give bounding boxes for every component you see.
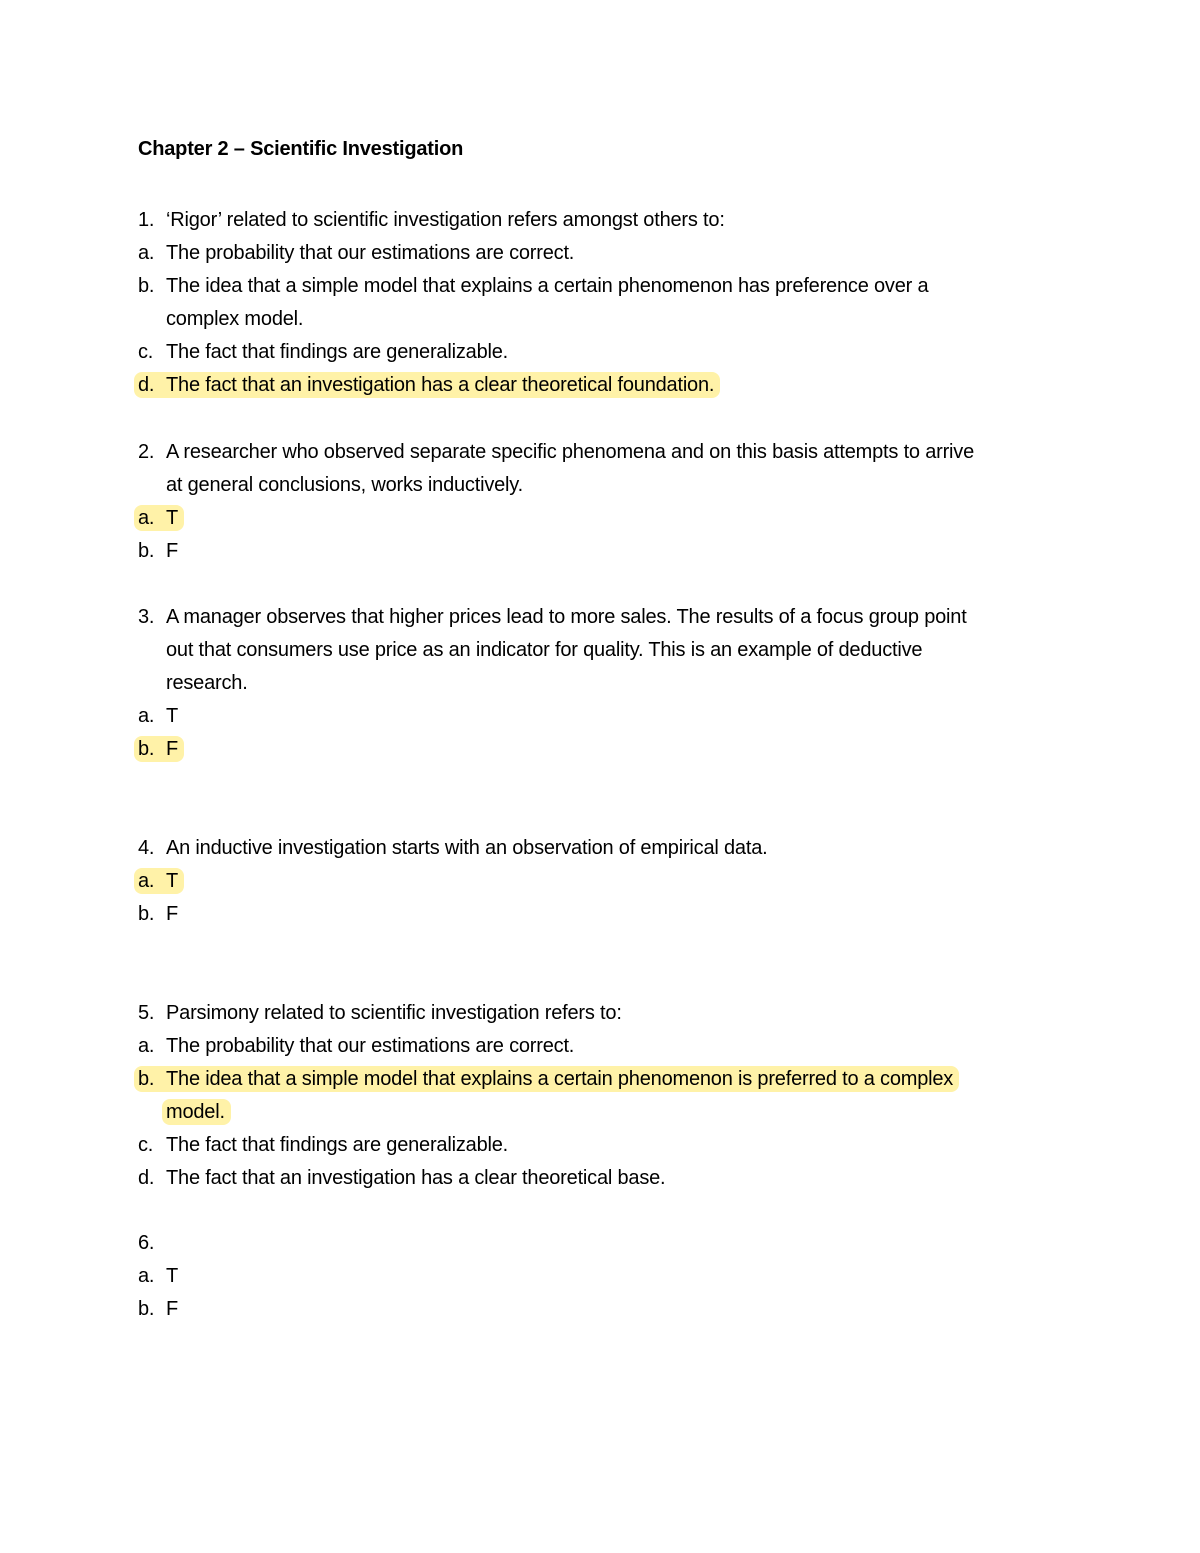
option-text: T [166, 507, 179, 529]
option-label: d. [138, 374, 155, 396]
option-label: b. [138, 1298, 155, 1320]
option-label: a. [138, 507, 155, 529]
option-label: a. [138, 870, 155, 892]
page-title: Chapter 2 – Scientific Investigation [138, 138, 464, 160]
question-text-continuation [166, 469, 523, 501]
correct-answer-highlight [134, 505, 184, 531]
option-text: The fact that an investigation has a clear theoretical base. [166, 1167, 666, 1189]
option-text: The probability that our estimations are correct. [166, 1035, 575, 1057]
option-text: T [166, 705, 179, 727]
question-text-line [138, 997, 622, 1029]
question-text-line [138, 1227, 166, 1259]
question-text: at general conclusions, works inductively. [166, 474, 523, 496]
option-text: F [166, 540, 179, 562]
question-text-line [138, 436, 974, 468]
question-text: research. [166, 672, 248, 694]
question-text-continuation [166, 634, 922, 666]
option-text: The fact that findings are generalizable. [166, 1134, 509, 1156]
option-text: F [166, 738, 179, 760]
option-label: b. [138, 903, 155, 925]
option-label: b. [138, 738, 155, 760]
question-text-line [138, 204, 725, 236]
option-text: The idea that a simple model that explains a certain phenomenon has preference over a [166, 275, 929, 297]
question-number: 2. [138, 441, 155, 463]
question-text: An inductive investigation starts with an observation of empirical data. [166, 837, 768, 859]
option-text: F [166, 1298, 179, 1320]
option-label: a. [138, 1265, 155, 1287]
option-text: The fact that an investigation has a clear theoretical foundation. [166, 374, 715, 396]
question-number: 1. [138, 209, 155, 231]
option-text: F [166, 903, 179, 925]
option-label: d. [138, 1167, 155, 1189]
question-text: A researcher who observed separate specific phenomena and on this basis attempts to arrive [166, 441, 975, 463]
answer-option [138, 1293, 178, 1325]
answer-option [138, 270, 928, 302]
option-label: b. [138, 275, 155, 297]
option-label: a. [138, 705, 155, 727]
option-text: model. [162, 1099, 231, 1125]
answer-option [138, 700, 178, 732]
question-text-line [138, 601, 967, 633]
question-text: ‘Rigor’ related to scientific investigation refers amongst others to: [166, 209, 725, 231]
option-label: b. [138, 1068, 155, 1090]
answer-option [138, 369, 720, 401]
option-label: a. [138, 242, 155, 264]
question-number: 3. [138, 606, 155, 628]
correct-answer-highlight [134, 736, 184, 762]
correct-answer-highlight [134, 1066, 959, 1092]
answer-option [138, 1162, 665, 1194]
answer-option [138, 1063, 959, 1095]
option-text: complex model. [166, 308, 304, 330]
answer-option [138, 1260, 178, 1292]
question-text: Parsimony related to scientific investigation refers to: [166, 1002, 622, 1024]
answer-option [138, 336, 508, 368]
question-number: 4. [138, 837, 155, 859]
correct-answer-highlight [134, 372, 720, 398]
option-label: c. [138, 1134, 154, 1156]
option-text-continuation [166, 303, 303, 335]
answer-option [138, 865, 184, 897]
option-text: T [166, 1265, 179, 1287]
option-text: T [166, 870, 179, 892]
answer-option [138, 535, 178, 567]
option-label: b. [138, 540, 155, 562]
answer-option [138, 502, 184, 534]
option-label: c. [138, 341, 154, 363]
question-number: 6. [138, 1232, 155, 1254]
question-text: A manager observes that higher prices lead to more sales. The results of a focus group point [166, 606, 967, 628]
option-text: The idea that a simple model that explains a certain phenomenon is preferred to a complex [166, 1068, 954, 1090]
answer-option [138, 1129, 508, 1161]
option-text-continuation [166, 1096, 231, 1128]
answer-option [138, 733, 184, 765]
answer-option [138, 237, 574, 269]
answer-option [138, 898, 178, 930]
correct-answer-highlight [134, 868, 184, 894]
question-text: out that consumers use price as an indicator for quality. This is an example of deductive [166, 639, 923, 661]
question-text-continuation [166, 667, 248, 699]
option-text: The probability that our estimations are correct. [166, 242, 575, 264]
answer-option [138, 1030, 574, 1062]
question-number: 5. [138, 1002, 155, 1024]
option-text: The fact that findings are generalizable. [166, 341, 509, 363]
question-text-line [138, 832, 767, 864]
option-label: a. [138, 1035, 155, 1057]
